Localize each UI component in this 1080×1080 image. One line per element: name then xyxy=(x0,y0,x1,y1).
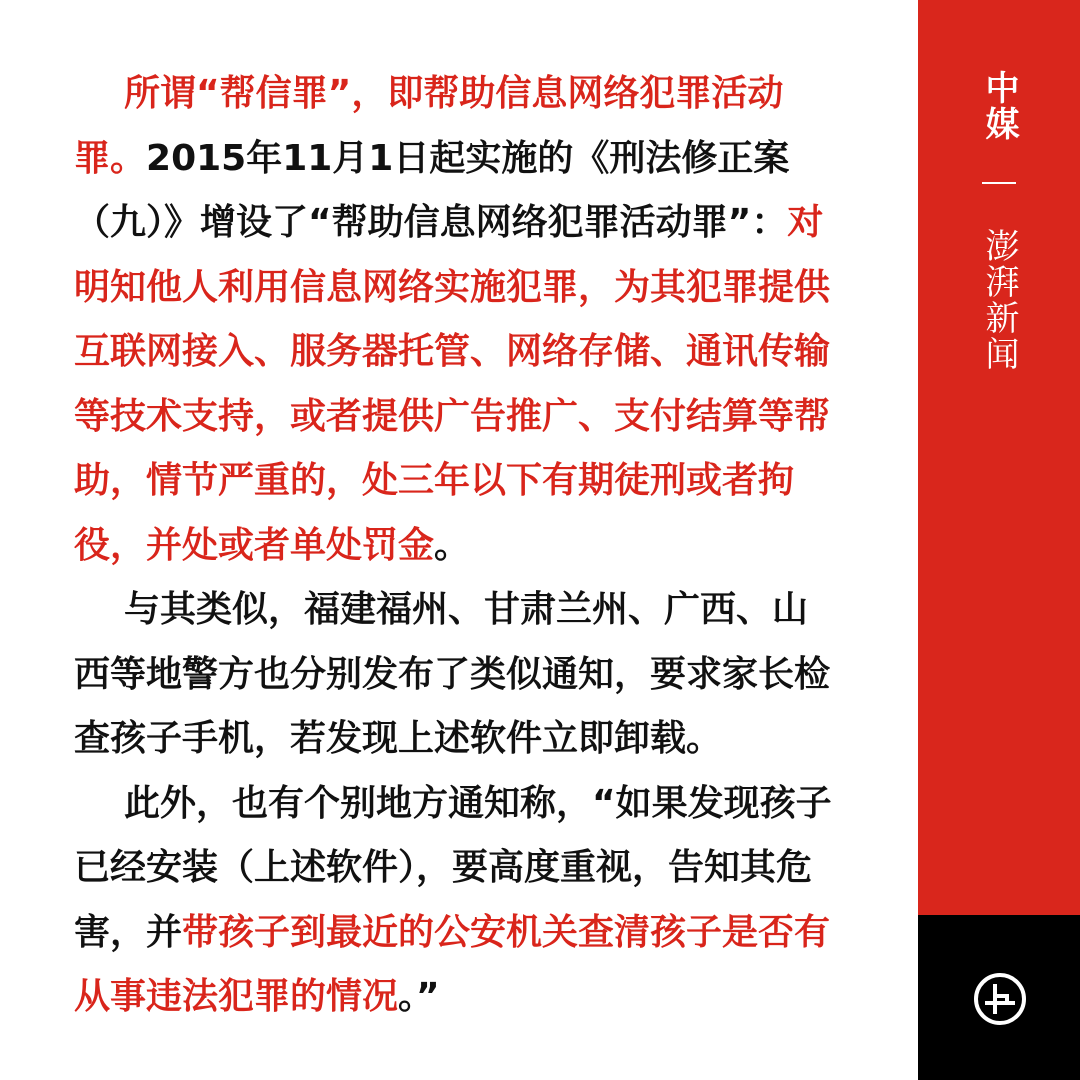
brand-label xyxy=(918,70,1080,372)
text-amendment-reference: 2015年11月1日起实施的《刑法修正案（九）》增设了“帮助信息网络犯罪活动罪”： xyxy=(74,137,790,243)
text-police-advice-highlight: 带孩子到最近的公安机关查清孩子是否有从事违法犯罪的情况 xyxy=(74,911,831,1017)
brand-media-label: 中媒 xyxy=(979,70,1019,142)
paragraph-definition xyxy=(74,62,834,578)
text-law-provision: 对明知他人利用信息网络实施犯罪，为其犯罪提供互联网接入、服务器托管、网络存储、通讯传输等技术支持，或者提供广告推广、支付结算等帮助，情节严重的，处三年以下有期徒刑或者拘役，并处或者单处罚金 xyxy=(74,202,831,566)
article-body xyxy=(74,62,834,1030)
sidebar-logo-panel xyxy=(918,915,1080,1080)
paragraph-local-notice xyxy=(74,772,834,1030)
text-local-notice: 此外，也有个别地方通知称，“如果发现孩子已经安装（上述软件），要高度重视，告知其危害，并 xyxy=(74,782,832,953)
paragraph-similar-notices xyxy=(74,578,834,772)
text-period: 。 xyxy=(434,524,471,566)
brand-name: 澎湃新闻 xyxy=(979,228,1019,372)
pengpai-logo-icon xyxy=(973,972,1027,1026)
sidebar-brand-panel xyxy=(918,0,1080,915)
text-similar-notices: 与其类似，福建福州、甘肃兰州、广西、山西等地警方也分别发布了类似通知，要求家长检查孩子手机，若发现上述软件立即卸载。 xyxy=(74,589,831,759)
brand-divider xyxy=(982,182,1016,184)
text-definition-highlight: 所谓“帮信罪”，即帮助信息网络犯罪活动罪。 xyxy=(74,73,784,179)
text-closing-quote: 。” xyxy=(398,976,440,1017)
